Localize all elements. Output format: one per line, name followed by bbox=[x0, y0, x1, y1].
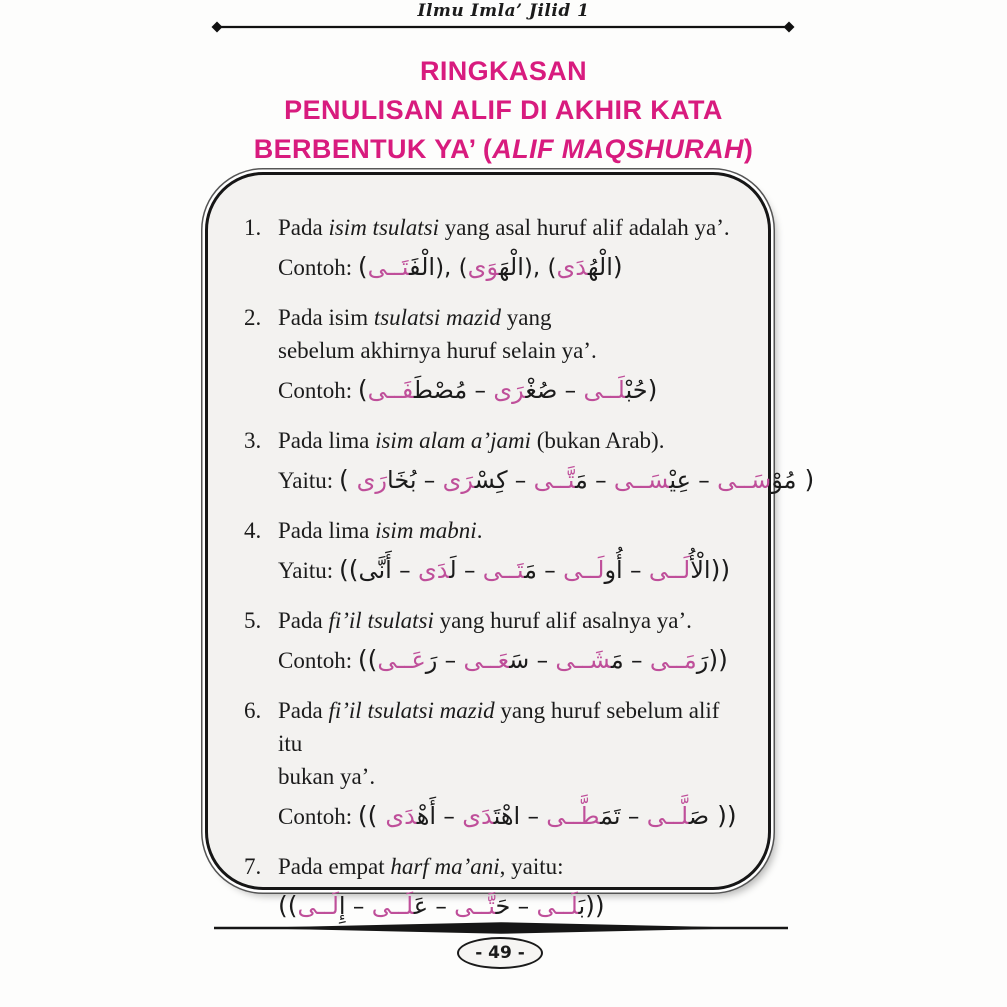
arabic-word bbox=[647, 802, 709, 830]
arabic-word bbox=[534, 466, 588, 494]
arabic-word bbox=[649, 556, 711, 584]
list-item bbox=[244, 850, 748, 931]
text-segment: sebelum akhirnya huruf selain ya’. bbox=[278, 338, 597, 363]
arabic-word bbox=[563, 556, 623, 584]
word-separator: ), ( bbox=[523, 255, 557, 281]
arabic-word-stem: رَ bbox=[696, 646, 709, 674]
arabic-word-alif-maqshurah-tail: ‍تَــى bbox=[482, 556, 525, 584]
arabic-word bbox=[368, 376, 468, 404]
arabic-word-stem: لَ‍ bbox=[449, 556, 457, 584]
item-number: 7. bbox=[244, 854, 262, 879]
page-number-badge bbox=[457, 937, 543, 969]
word-separator: – bbox=[690, 468, 718, 494]
open-paren: (( bbox=[338, 555, 359, 584]
text-segment: tsulatsi mazid bbox=[373, 305, 502, 330]
arabic-word-alif-maqshurah-tail: ‍فَــى bbox=[367, 376, 414, 404]
open-paren: (( bbox=[357, 801, 386, 830]
arabic-word-alif-maqshurah-tail: ‍عَــى bbox=[463, 646, 510, 674]
arabic-word-alif-maqshurah-tail: ‍لَــى bbox=[583, 376, 626, 404]
arabic-word bbox=[555, 646, 623, 674]
arabic-word-alif-maqshurah-tail: ‍شَــى bbox=[555, 646, 611, 674]
example-label: Contoh: bbox=[278, 378, 358, 403]
item-number: 2. bbox=[244, 305, 262, 330]
item-text-line bbox=[278, 424, 814, 457]
arabic-word bbox=[483, 556, 537, 584]
item-text-line bbox=[278, 694, 748, 760]
arabic-word bbox=[358, 556, 391, 584]
word-separator: – bbox=[456, 558, 483, 584]
list-item bbox=[244, 514, 748, 595]
arabic-word-alif-maqshurah-tail: ‍وَى bbox=[467, 253, 499, 281]
book-title: Ilmu Imla’ Jilid 1 bbox=[417, 1, 590, 21]
arabic-word-alif-maqshurah-tail: ‍تَّــى bbox=[454, 892, 496, 920]
arabic-word-alif-maqshurah-tail: عَــى bbox=[377, 646, 426, 674]
arabic-word-stem: أُو bbox=[604, 556, 623, 584]
item-text-line bbox=[278, 334, 748, 367]
arabic-word-alif-maqshurah-tail: ‍دَى bbox=[556, 253, 588, 281]
item-body bbox=[278, 301, 748, 415]
arabic-word-stem: مَ‍ bbox=[610, 646, 624, 674]
item-text-line bbox=[278, 301, 748, 334]
text-segment: , yaitu: bbox=[499, 854, 564, 879]
text-segment: isim alam a’jami bbox=[375, 428, 531, 453]
arabic-word-stem: سَ‍ bbox=[509, 646, 530, 674]
arabic-word-stem: بُخَا bbox=[387, 466, 417, 494]
word-separator: – bbox=[467, 378, 494, 404]
footer-divider bbox=[214, 921, 788, 935]
item-number: 3. bbox=[244, 428, 262, 453]
arabic-word-stem: حَ‍ bbox=[495, 892, 511, 920]
arabic-word-alif-maqshurah-tail: رَى bbox=[356, 466, 388, 494]
word-separator: – bbox=[345, 894, 372, 920]
item-body bbox=[278, 604, 748, 685]
arabic-word-alif-maqshurah-tail: ‍دَى bbox=[462, 802, 494, 830]
text-segment: (bukan Arab). bbox=[530, 428, 665, 453]
list-item bbox=[244, 301, 748, 415]
word-separator: – bbox=[620, 804, 647, 830]
arabic-word-alif-maqshurah-tail: ‍تَّــى bbox=[533, 466, 575, 494]
arabic-word bbox=[650, 646, 709, 674]
text-segment: yang asal huruf alif adalah ya’. bbox=[439, 215, 730, 240]
right-diamond-icon bbox=[784, 22, 795, 33]
title-line-3-end: ) bbox=[743, 134, 754, 164]
close-paren: ) bbox=[612, 252, 623, 281]
arabic-word-stem: صَ‍ bbox=[688, 802, 710, 830]
text-segment: Pada isim bbox=[278, 305, 374, 330]
example-line bbox=[278, 369, 748, 415]
item-text-line bbox=[278, 850, 748, 883]
title-line-1: RINGKASAN bbox=[419, 56, 588, 86]
list-item bbox=[244, 604, 748, 685]
arabic-word-stem: الْأُ bbox=[690, 556, 711, 584]
title-line-3-plain: BERBENTUK YA’ ( bbox=[253, 134, 493, 164]
item-number: 4. bbox=[244, 518, 262, 543]
item-number: 5. bbox=[244, 608, 262, 633]
arabic-word-alif-maqshurah-tail: ‍رَى bbox=[493, 376, 526, 404]
arabic-word bbox=[377, 646, 437, 674]
arabic-word bbox=[583, 376, 647, 404]
arabic-word-alif-maqshurah-tail: ‍لَّــى bbox=[646, 802, 689, 830]
item-body bbox=[278, 850, 748, 931]
arabic-word-stem: رَ bbox=[425, 646, 438, 674]
title-line-3-italic: ALIF MAQSHURAH bbox=[492, 134, 744, 164]
arabic-word bbox=[357, 466, 417, 494]
word-separator: – bbox=[437, 648, 464, 674]
arabic-word-alif-maqshurah-tail: ‍دَى bbox=[385, 802, 417, 830]
list-item bbox=[244, 424, 815, 505]
word-separator: – bbox=[557, 378, 584, 404]
arabic-word bbox=[298, 892, 346, 920]
arabic-word bbox=[385, 802, 436, 830]
word-separator: – bbox=[428, 894, 455, 920]
item-body bbox=[278, 694, 748, 841]
arabic-word-stem: بَ‍ bbox=[578, 892, 586, 920]
arabic-word bbox=[614, 466, 691, 494]
arabic-word bbox=[418, 556, 457, 584]
text-segment: isim tsulatsi bbox=[328, 215, 440, 240]
arabic-word-stem: عِيْ‍ bbox=[669, 466, 691, 494]
arabic-word-stem: مَ‍ bbox=[574, 466, 588, 494]
arabic-word-alif-maqshurah-tail: لَــى bbox=[563, 556, 605, 584]
word-separator: – bbox=[587, 468, 614, 494]
word-separator: – bbox=[520, 804, 547, 830]
arabic-word bbox=[468, 253, 524, 281]
item-text-line bbox=[278, 604, 748, 637]
close-paren: )) bbox=[710, 555, 731, 584]
arabic-word-alif-maqshurah-tail: ‍رَى bbox=[442, 466, 475, 494]
arabic-word-alif-maqshurah-tail: لَــى bbox=[297, 892, 339, 920]
arabic-word-stem: عَ‍ bbox=[413, 892, 429, 920]
arabic-word bbox=[536, 892, 585, 920]
word-separator: – bbox=[510, 894, 537, 920]
item-text-line bbox=[278, 211, 748, 244]
word-separator: – bbox=[391, 558, 418, 584]
arabic-word-alif-maqshurah-tail: ‍دَى bbox=[417, 556, 450, 584]
arabic-word-stem: أَهْ‍ bbox=[416, 802, 437, 830]
arabic-word bbox=[454, 892, 510, 920]
open-paren: ( bbox=[357, 252, 368, 281]
example-line bbox=[278, 639, 748, 685]
example-label: Contoh: bbox=[278, 804, 358, 829]
item-body bbox=[278, 211, 748, 292]
word-separator: ), ( bbox=[435, 255, 468, 281]
arabic-word-stem: حُبْ‍ bbox=[625, 376, 648, 404]
arabic-word-stem: كِسْ‍ bbox=[474, 466, 508, 494]
close-paren: ) bbox=[796, 465, 815, 494]
example-label: Yaitu: bbox=[278, 468, 339, 493]
word-separator: – bbox=[416, 468, 443, 494]
arabic-word-stem: مَ‍ bbox=[524, 556, 537, 584]
arabic-word-alif-maqshurah-tail: ‍لَــى bbox=[371, 892, 414, 920]
left-diamond-icon bbox=[212, 22, 223, 33]
item-number: 1. bbox=[244, 215, 262, 240]
arabic-word bbox=[493, 376, 557, 404]
arabic-word-alif-maqshurah-tail: لَــى bbox=[648, 556, 691, 584]
text-segment: Pada bbox=[278, 698, 329, 723]
close-paren: )) bbox=[585, 891, 605, 920]
word-separator: – bbox=[436, 804, 463, 830]
arabic-word-stem: مُوْ bbox=[771, 466, 797, 494]
arabic-word-stem: صُغْ‍ bbox=[525, 376, 558, 404]
example-line bbox=[278, 246, 748, 292]
word-separator: – bbox=[507, 468, 534, 494]
text-segment: Pada lima bbox=[278, 518, 376, 543]
example-line bbox=[278, 795, 748, 841]
text-segment: yang bbox=[501, 305, 552, 330]
example-line bbox=[278, 549, 748, 595]
arabic-word-stem: أَنَّى bbox=[358, 556, 392, 584]
example-line bbox=[278, 459, 814, 505]
open-paren: ( bbox=[338, 465, 357, 494]
title-line-3 bbox=[0, 130, 1007, 169]
arabic-word bbox=[556, 253, 612, 281]
text-segment: Pada bbox=[278, 608, 329, 633]
item-body bbox=[278, 514, 748, 595]
open-paren: (( bbox=[278, 891, 298, 920]
text-segment: . bbox=[476, 518, 483, 543]
item-number: 6. bbox=[244, 698, 262, 723]
arabic-word bbox=[368, 253, 435, 281]
example-label: Contoh: bbox=[278, 648, 358, 673]
item-text-line bbox=[278, 760, 748, 793]
close-paren: ) bbox=[647, 375, 658, 404]
arabic-word bbox=[462, 802, 520, 830]
list-item bbox=[244, 694, 748, 841]
word-separator: – bbox=[536, 558, 564, 584]
summary-box bbox=[205, 172, 815, 920]
arabic-word-stem: الْهَ‍ bbox=[498, 253, 524, 281]
text-segment: Pada lima bbox=[278, 428, 376, 453]
header-divider bbox=[210, 20, 796, 34]
page-header bbox=[0, 0, 1007, 21]
arabic-word-stem: إِ bbox=[338, 892, 346, 920]
open-paren: (( bbox=[357, 645, 378, 674]
arabic-word-stem: تَمَ‍ bbox=[600, 802, 621, 830]
arabic-word-stem: الْهُ‍ bbox=[587, 253, 613, 281]
arabic-word bbox=[546, 802, 620, 830]
text-segment: Pada bbox=[278, 215, 329, 240]
page-number: - 49 - bbox=[475, 943, 525, 963]
arabic-word-stem: اهْتَ‍ bbox=[493, 802, 521, 830]
text-segment: bukan ya’. bbox=[278, 764, 376, 789]
title-line-2: PENULISAN ALIF DI AKHIR KATA bbox=[284, 95, 723, 125]
arabic-word-alif-maqshurah-tail: سَــى bbox=[717, 466, 772, 494]
arabic-word bbox=[464, 646, 530, 674]
word-separator: – bbox=[622, 558, 649, 584]
arabic-word bbox=[443, 466, 508, 494]
close-paren: )) bbox=[709, 801, 737, 830]
arabic-word bbox=[372, 892, 428, 920]
text-segment: Pada empat bbox=[278, 854, 391, 879]
open-paren: ( bbox=[357, 375, 368, 404]
list-item bbox=[244, 211, 748, 292]
arabic-word-alif-maqshurah-tail: مَــى bbox=[649, 646, 697, 674]
arabic-word-alif-maqshurah-tail: ‍سَــى bbox=[613, 466, 670, 494]
example-label: Yaitu: bbox=[278, 558, 339, 583]
title-block bbox=[0, 52, 1007, 169]
item-body bbox=[278, 424, 814, 505]
arabic-word-stem: مُصْطَ‍ bbox=[413, 376, 468, 404]
word-separator: – bbox=[529, 648, 556, 674]
text-segment: fi’il tsulatsi mazid bbox=[328, 698, 495, 723]
text-segment: isim mabni bbox=[375, 518, 477, 543]
word-separator: – bbox=[623, 648, 650, 674]
text-segment: yang huruf sebelum alif itu bbox=[278, 698, 720, 756]
arabic-word-alif-maqshurah-tail: ‍لَــى bbox=[536, 892, 579, 920]
text-segment: harf ma’ani bbox=[390, 854, 500, 879]
text-segment: fi’il tsulatsi bbox=[328, 608, 434, 633]
close-paren: )) bbox=[708, 645, 728, 674]
arabic-word-alif-maqshurah-tail: ‍تَــى bbox=[367, 253, 409, 281]
item-text-line bbox=[278, 514, 748, 547]
text-segment: yang huruf alif asalnya ya’. bbox=[433, 608, 692, 633]
arabic-word-alif-maqshurah-tail: ‍طَّــى bbox=[546, 802, 601, 830]
example-label: Contoh: bbox=[278, 255, 358, 280]
arabic-word bbox=[717, 466, 796, 494]
arabic-word-stem: الْفَ‍ bbox=[408, 253, 436, 281]
